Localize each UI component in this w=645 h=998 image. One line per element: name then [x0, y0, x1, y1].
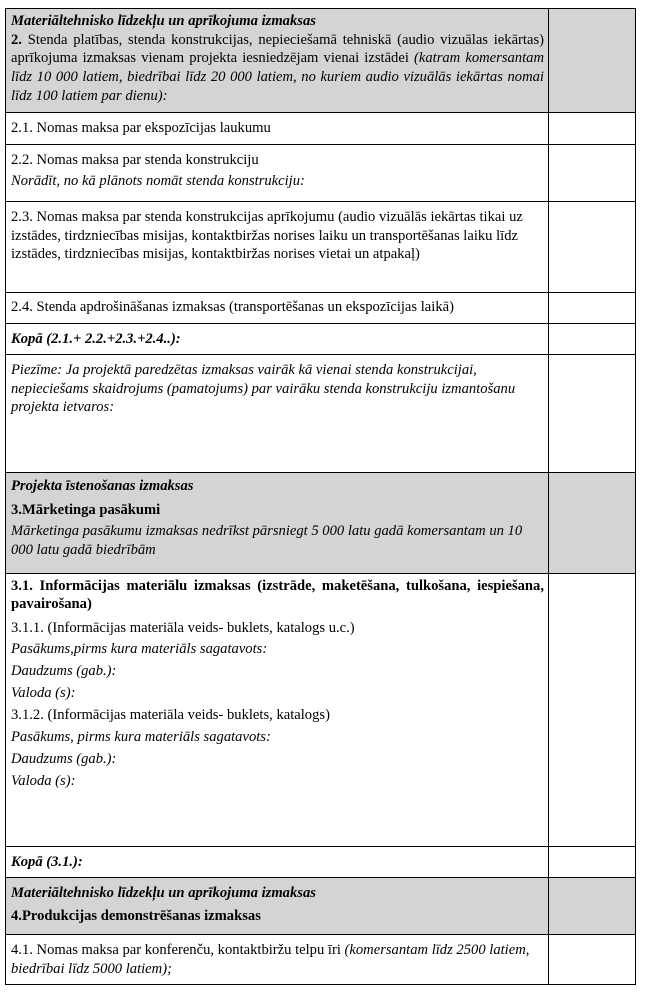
row-4-1-note: (komersantam līdz 2500 latiem, biedrībai līdz 5000 latiem);	[11, 942, 530, 977]
amount-cell[interactable]	[549, 202, 636, 293]
row-4-1	[6, 935, 636, 985]
row-3-1-2-label: 3.1.2. (Informācijas materiāla veids- buklets, katalogs)	[11, 707, 330, 724]
amount-cell[interactable]	[549, 878, 636, 935]
section-demo-row	[6, 878, 636, 935]
section-marketing-heading: Projekta īstenošanas izmaksas	[11, 478, 194, 494]
amount-cell[interactable]	[549, 9, 636, 113]
row-2-2-cell	[6, 145, 549, 202]
row-3-1-2-event: Pasākums, pirms kura materiāls sagatavots:	[11, 729, 271, 746]
row-3-1-1-language: Valoda (s):	[11, 685, 76, 702]
row-4-1-cell	[6, 935, 549, 985]
section-demo-cell	[6, 878, 549, 935]
row-2-3-label: 2.3. Nomas maksa par stenda konstrukcijas aprīkojumu (audio vizuālās iekārtas tikai uz izstādes, tirdzniecības misijas, kontaktbiržas norises laiku un transportēšanas laiku līdz izstādes, tirdzniecības misijas, kontaktbiržas norises vietai un atpakaļ)	[6, 202, 549, 293]
note-2-text: Piezīme: Ja projektā paredzētas izmaksas vairāk kā vienai stenda konstrukcijai, nepieciešams skaidrojums (pamatojums) par vairāku stenda konstrukciju izmantošanu projekta ietvaros:	[6, 355, 549, 473]
section-equipment-note: (katram komersantam līdz 10 000 latiem, biedrībai līdz 20 000 latiem, no kuriem audio vizuālās iekārtas nomai līdz 100 latiem par dienu):	[11, 50, 544, 104]
row-3-1-1-label: 3.1.1. (Informācijas materiāla veids- buklets, katalogs u.c.)	[11, 619, 355, 636]
row-3-1-1-quantity: Daudzums (gab.):	[11, 663, 117, 680]
amount-cell[interactable]	[549, 293, 636, 324]
section-marketing-note: Mārketinga pasākumu izmaksas nedrīkst pārsniegt 5 000 latu gadā komersantam un 10 000 latu gadā biedrībām	[11, 523, 523, 559]
row-2-2-instruction: Norādīt, no kā plānots nomāt stenda konstrukciju:	[11, 172, 305, 189]
total-3-1-label: Kopā (3.1.):	[6, 847, 549, 878]
row-2-2	[6, 145, 636, 202]
item-text: Stenda platības, stenda konstrukcijas, nepieciešamā tehniskā (audio vizuālas iekārtas) aprīkojuma izmaksas vienam projekta iesniedzējam vienai izstādei	[11, 31, 544, 67]
section-demo-heading: Materiāltehnisko līdzekļu un aprīkojuma izmaksas	[11, 885, 316, 901]
row-2-4-label: 2.4. Stenda apdrošināšanas izmaksas (transportēšanas un ekspozīcijas laikā)	[6, 293, 549, 324]
section-demo-title: 4.Produkcijas demonstrēšanas izmaksas	[11, 907, 261, 924]
amount-cell[interactable]	[549, 145, 636, 202]
section-equipment-row	[6, 9, 636, 113]
row-3-1-2-quantity: Daudzums (gab.):	[11, 750, 117, 767]
section-marketing-row	[6, 473, 636, 574]
amount-cell[interactable]	[549, 935, 636, 985]
section-equipment-cell	[6, 9, 549, 113]
row-3-1-title: 3.1. Informācijas materiālu izmaksas (izstrāde, maketēšana, tulkošana, iespiešana, pavairošana)	[11, 578, 544, 612]
cost-table	[5, 8, 636, 985]
total-3-1-row	[6, 847, 636, 878]
total-2-row	[6, 324, 636, 355]
row-3-1-2-language: Valoda (s):	[11, 772, 76, 789]
row-2-2-label: 2.2. Nomas maksa par stenda konstrukciju	[11, 152, 259, 168]
amount-cell[interactable]	[549, 473, 636, 574]
section-marketing-cell	[6, 473, 549, 574]
row-3-1-1-event: Pasākums,pirms kura materiāls sagatavots:	[11, 641, 268, 658]
amount-cell[interactable]	[549, 324, 636, 355]
amount-cell[interactable]	[549, 847, 636, 878]
row-2-3	[6, 202, 636, 293]
row-2-4	[6, 293, 636, 324]
row-4-1-label: 4.1. Nomas maksa par konferenču, kontaktbiržu telpu īri	[11, 942, 345, 958]
amount-cell[interactable]	[549, 113, 636, 145]
row-3-1	[6, 574, 636, 847]
amount-cell[interactable]	[549, 355, 636, 473]
row-2-1	[6, 113, 636, 145]
note-2-row	[6, 355, 636, 473]
amount-cell[interactable]	[549, 574, 636, 847]
total-2-label: Kopā (2.1.+ 2.2.+2.3.+2.4..):	[6, 324, 549, 355]
section-equipment-heading: Materiāltehnisko līdzekļu un aprīkojuma izmaksas	[11, 13, 316, 29]
row-3-1-cell	[6, 574, 549, 847]
item-number: 2.	[11, 31, 22, 48]
row-2-1-label: 2.1. Nomas maksa par ekspozīcijas laukumu	[6, 113, 549, 145]
section-marketing-title: 3.Mārketinga pasākumi	[11, 501, 161, 518]
